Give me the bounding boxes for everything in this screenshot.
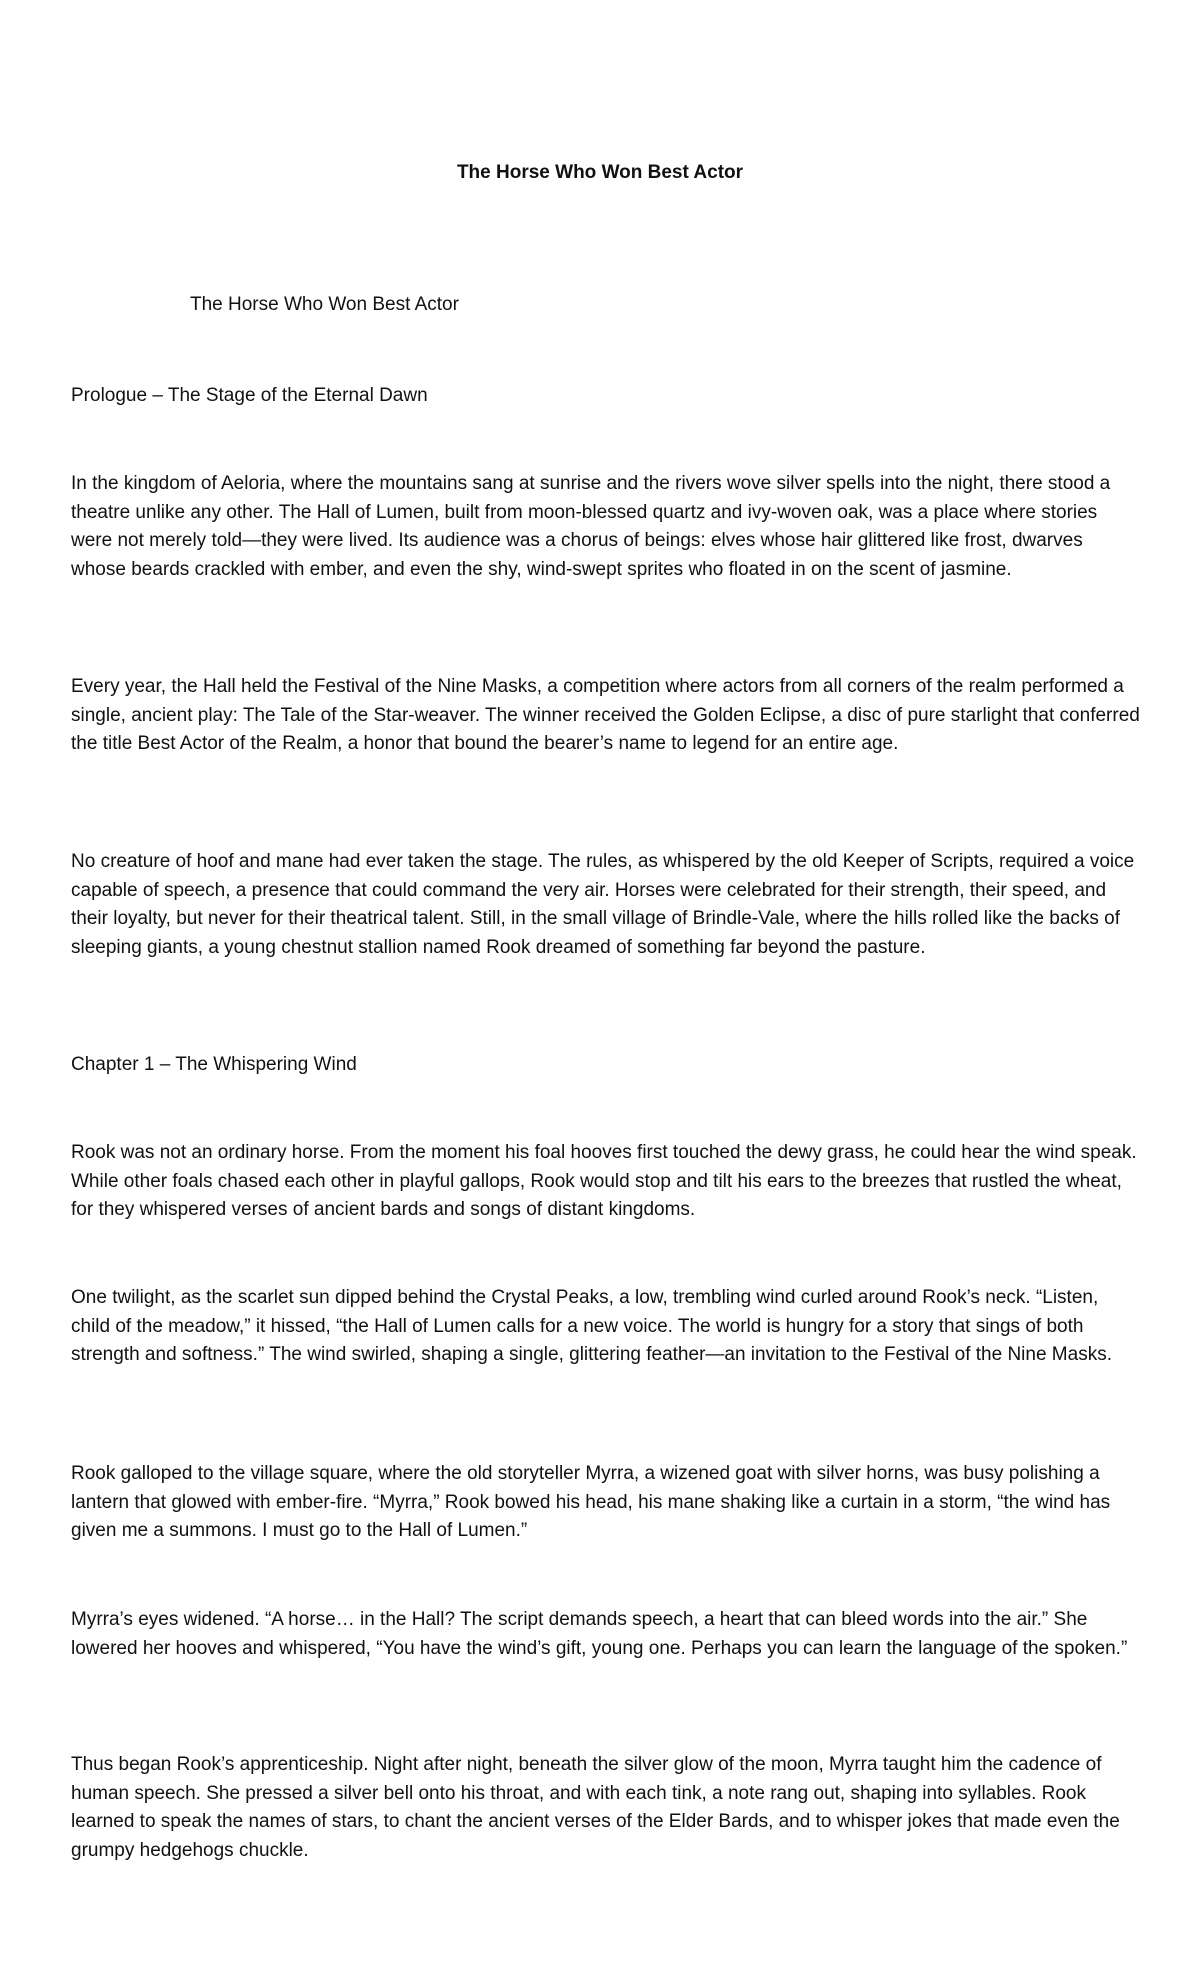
paragraph-village-square: Rook galloped to the village square, where the old storyteller Myrra, a wizened goat with silver horns, was busy polishing a lantern that glowed with ember-fire. “Myrra,” Rook bowed his head, his mane shaking like a curtain in a storm, “the wind has given me a summons. I must go to the Hall of Lumen.” (71, 1463, 1111, 1542)
paragraph-aeloria: In the kingdom of Aeloria, where the mountains sang at sunrise and the rivers wove silver spells into the night, there stood a theatre unlike any other. The Hall of Lumen, built from moon-blessed quartz and ivy-woven oak, was a place where stories were not merely told—they were lived. Its audience was a chorus of beings: elves whose hair glittered like frost, dwarves whose beards crackled with ember, and even the shy, wind-swept sprites who floated in on the scent of jasmine. (71, 473, 1111, 580)
paragraph-festival: Every year, the Hall held the Festival of the Nine Masks, a competition where actors from all corners of the realm performed a single, ancient play: The Tale of the Star-weaver. The winner received the Golden Eclipse, a disc of pure starlight that conferred the title Best Actor of the Realm, a honor that bound the bearer’s name to legend for an entire age. (71, 676, 1140, 755)
section-heading-prologue: Prologue – The Stage of the Eternal Dawn (71, 385, 428, 406)
paragraph-apprenticeship: Thus began Rook’s apprenticeship. Night after night, beneath the silver glow of the moon, Myrra taught him the cadence of human speech. She pressed a silver bell onto his throat, and with each tink, a note rang out, shaping into syllables. Rook learned to speak the names of stars, to chant the ancient verses of the Elder Bards, and to whisper jokes that made even the grumpy hedgehogs chuckle. (71, 1754, 1120, 1861)
section-heading-chapter-1: Chapter 1 – The Whispering Wind (71, 1054, 357, 1075)
paragraph-hoof-and-mane: No creature of hoof and mane had ever taken the stage. The rules, as whispered by the old Keeper of Scripts, required a voice capable of speech, a presence that could command the very air. Horses were celebrated for their strength, their speed, and their loyalty, but never for their theatrical talent. Still, in the small village of Brindle-Vale, where the hills rolled like the backs of sleeping giants, a young chestnut stallion named Rook dreamed of something far beyond the pasture. (71, 851, 1135, 958)
document-subtitle: The Horse Who Won Best Actor (190, 294, 459, 315)
paragraph-twilight-wind: One twilight, as the scarlet sun dipped behind the Crystal Peaks, a low, trembling wind curled around Rook’s neck. “Listen, child of the meadow,” it hissed, “the Hall of Lumen calls for a new voice. The world is hungry for a story that sings of both strength and softness.” The wind swirled, shaping a single, glittering feather—an invitation to the Festival of the Nine Masks. (71, 1287, 1112, 1366)
paragraph-rook-ordinary: Rook was not an ordinary horse. From the moment his foal hooves first touched the dewy grass, he could hear the wind speak. While other foals chased each other in playful gallops, Rook would stop and tilt his ears to the breezes that rustled the wheat, for they whispered verses of ancient bards and songs of distant kingdoms. (71, 1142, 1137, 1221)
document-title: The Horse Who Won Best Actor (456, 162, 744, 183)
paragraph-myrra-eyes: Myrra’s eyes widened. “A horse… in the Hall? The script demands speech, a heart that can bleed words into the air.” She lowered her hooves and whispered, “You have the wind’s gift, young one. Perhaps you can learn the language of the spoken.” (71, 1609, 1128, 1659)
